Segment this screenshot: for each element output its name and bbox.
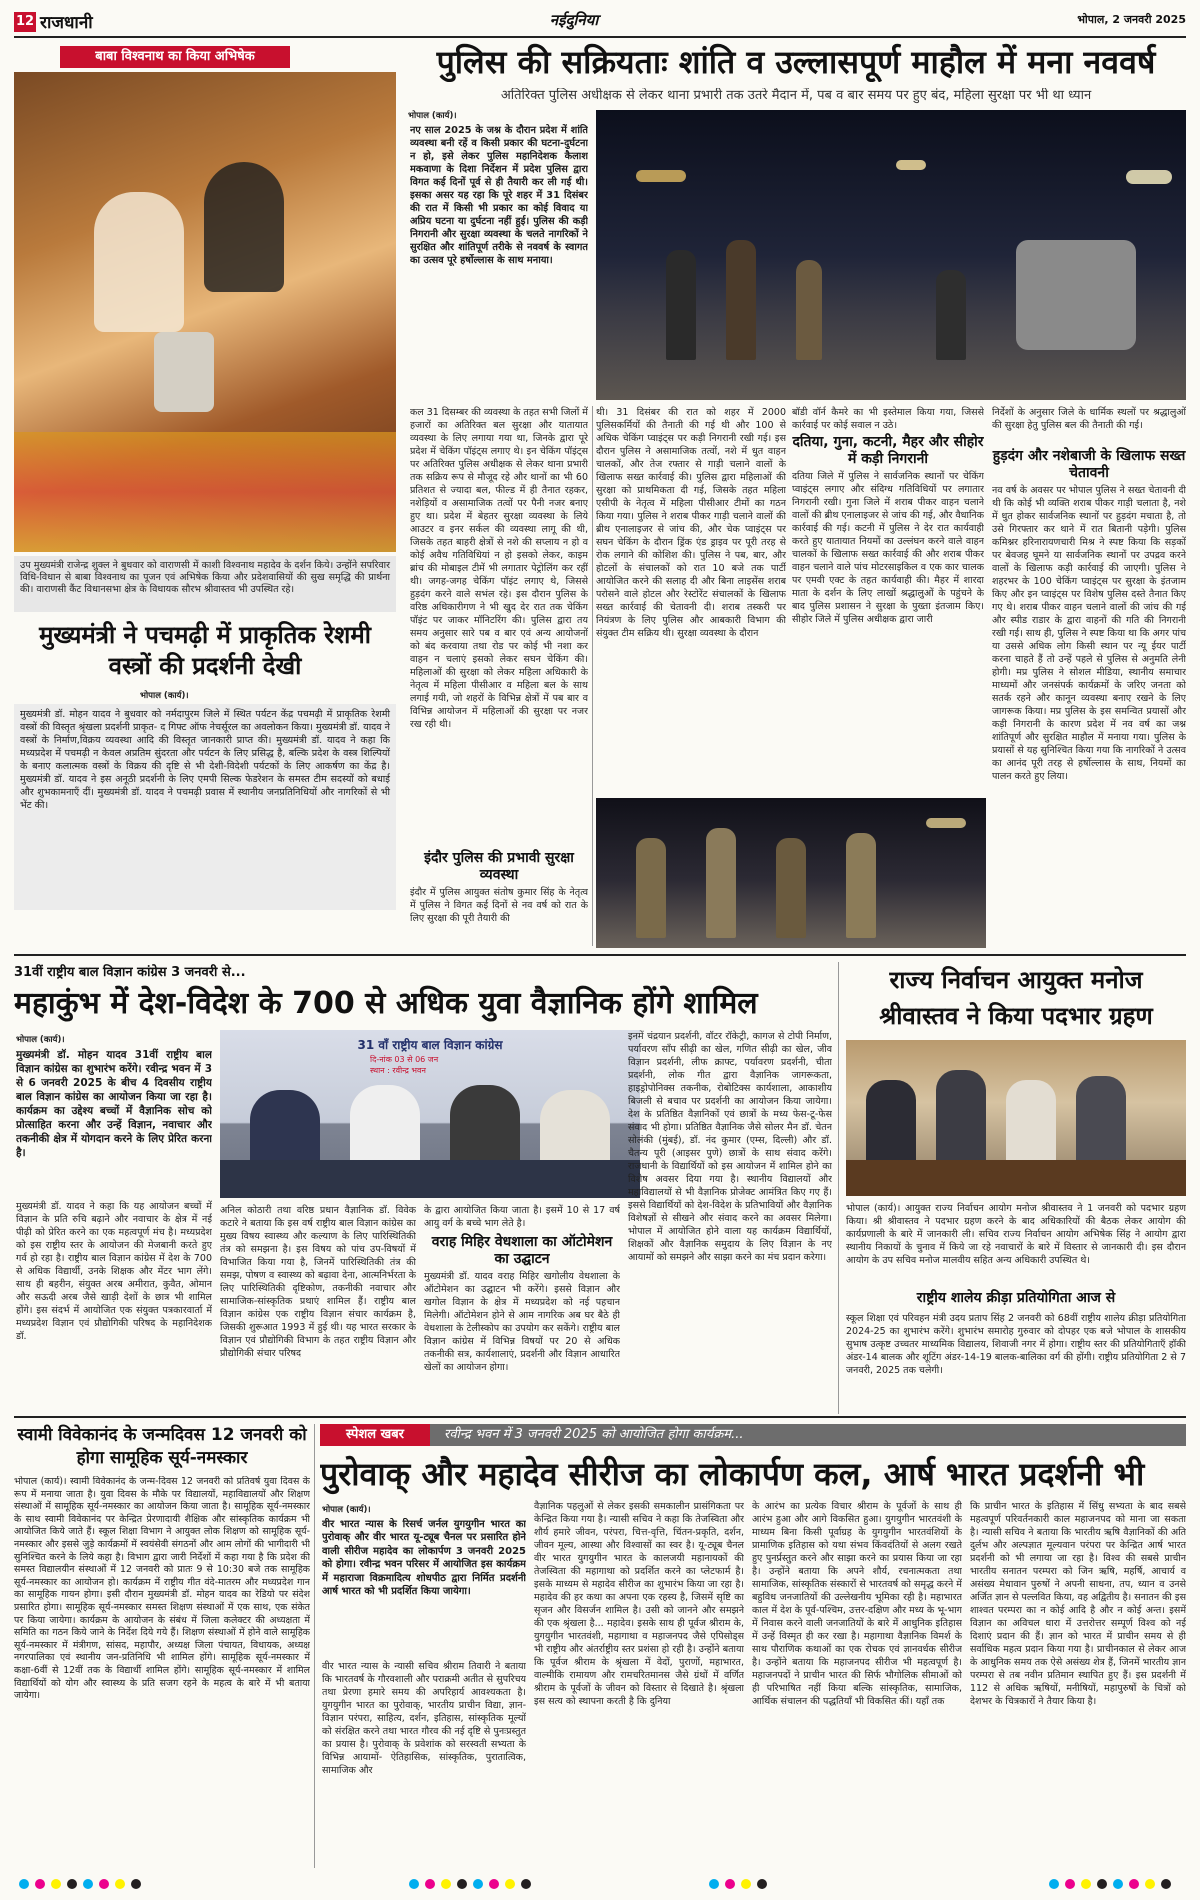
silk-headline: मुख्यमंत्री ने पचमढ़ी में प्राकृतिक रेशमी वस्त्रों की प्रदर्शनी देखी (39, 621, 371, 680)
science-press-photo (220, 1030, 640, 1198)
special-label: स्पेशल खबर (320, 1424, 430, 1446)
special-col4: कि प्राचीन भारत के इतिहास में सिंधु सभ्यता के बाद सबसे महत्वपूर्ण परिवर्तनकारी काल महाजनपद को माना जा सकता है। न्यासी सचिव ने बताया कि भारतीय ऋषि वैज्ञानिकों की अति दुर्लभ और अल्पज्ञात मूल्यवान परंपरा पर केन्द्रित आर्ष भारत प्रदर्शनी को भी लगाया जा रहा है। विश्व की सबसे प्राचीन भारतीय सनातन परम्परा को जिन ऋषि, महर्षि, आचार्य व असंख्य मेधावान पुरुषों ने अपनी साधना, तप, ध्यान व उनसे अर्जित ज्ञान से पल्लवित किया, वह अद्वितीय है। सनातन की इस शाश्वत परम्परा का न कोई आदि है और न कोई अन्त। इसमें विज्ञान का अविचल धारा में उत्तरोत्तर सम्पूर्ण विश्व को नई दिशाएं प्रदान की हैं। ज्ञान को भारत में प्राचीन समय से ही सर्वाधिक महत्व प्रदान किया गया है। प्राचीनकाल से लेकर आज के आधुनिक समय तक ऐसे असंख्य शेत्र हैं, जिनमें भारतीय ज्ञान परम्परा से तब नवीन प्रतिमान स्थापित हुए हैं। इस प्रदर्शनी में 112 से अधिक ऋषियों, मनीषियों, महापुरुषों के चित्रों को देशभर के चित्रकारों ने तैयार किया है। (970, 1501, 1186, 1707)
police-col1: कल 31 दिसम्बर की व्यवस्था के तहत सभी जिलों में हजारों का अतिरिक्त बल सुरक्षा और यातायात व्यवस्था के लिए लगाया गया था, जिनके द्वारा पूरे प्रदेश में चेकिंग पॉइंट्स लगाए थे। इन चेकिंग पॉइंट्स पर अतिरिक्त पुलिस अधीक्षक से लेकर थाना प्रभारी तक सक्रिय रूप से मौजूद रहे और थानों का भी 60 प्रतिशत से ज्यादा बल, फील्ड में ही तैनात रहकर, नशेड़ियों व असामाजिक तत्वों पर पैनी नजर बनाए हुए था। प्रदेश में बेहतर सुरक्षा व्यवस्था के लिये आउटर व इनर सर्कल की व्यवस्था लागू की थी, जिसके तहत बाहरी क्षेत्रों से नशे की सप्लाय न हो व कोई अवैध गतिविधियां न हो इसको लेकर, काइम ब्रांच की मोबाइल टीमें भी लगातार पेट्रोलिंग कर रहीं थी। जगह-जगह चेकिंग पॉइंट लगाए थे, जिससे हुड़दंग करने वाले सभंल रहे। इस दौरान पुलिस के वरिष्ठ अधिकारीगण ने भी खुद देर रात तक चेकिंग पॉइंट पर जाकर मॉनिटरिंग की। पुलिस द्वारा तय समय अनुसार सारे पब व बार एवं अन्य आयोजनों को बंद करवाया तथा रोड पर कोई भी नशा कर वाहन न चलाएं इसको लेकर सघन चेकिंग की। महिलाओं की सुरक्षा को लेकर महिला अधिकारी के नेतृत्व में महिला पीसीआर व महिला बल के साथ लगाई गयी, जो शहरों के विभिन्न क्षेत्रों में पब बार व विभिन्न आयोजन में महिलाओं की सुरक्षा पर नजर रख रही थी। (410, 407, 588, 730)
science-banner-venue: स्थान : रवीन्द्र भवन (370, 1066, 426, 1075)
surya-headline: स्वामी विवेकानंद के जन्मदिवस 12 जनवरी को होगा सामूहिक सूर्य-नमस्कार (17, 1425, 307, 1468)
election-body: भोपाल (कार्य)। आयुक्त राज्य निर्वाचन आयोग मनोज श्रीवास्तव ने 1 जनवरी को पदभार ग्रहण किया। श्री श्रीवास्तव ने पदभार ग्रहण करने के बाद अधिकारियों की बैठक लेकर आयोग की कार्यप्रणाली के बारे में जानकारी ली। सचिव राज्य निर्वाचन आयोग अभिषेक सिंह ने आयोग द्वारा स्थानीय निकायों के चुनाव में किये जा रहे नवाचारों के बारे में विस्तार से जानकारी दी। इस दौरान आयोग के उप सचिव मनोज मालवीय सहित अन्य अधिकारी उपस्थित थे। (846, 1203, 1186, 1266)
police-col4a: निर्देशों के अनुसार जिले के धार्मिक स्थलों पर श्रद्धालुओं की सुरक्षा हेतु पुलिस बल की तैनाती की गई। (992, 407, 1186, 431)
police-checkpoint-photo (596, 110, 1186, 400)
science-col2: अनिल कोठारी तथा वरिष्ठ प्रधान वैज्ञानिक डॉ. विवेक कटारे ने बताया कि इस वर्ष राष्ट्रीय बाल विज्ञान कांग्रेस का मुख्य विषय स्वास्थ्य और कल्याण के लिए पारिस्थितिकी तंत्र को समझना है। इस विषय को पांच उप-विषयों में विभाजित किया गया है, जिनमें पारिस्थितिकी तंत्र की समझ, पोषण व स्वास्थ्य को बढ़ावा देना, आत्मनिर्भरता के लिए पारिस्थितिकी दृष्टिकोण, तकनीकी नवाचार और सामाजिक-सांस्कृतिक प्रथाएं शामिल हैं। राष्ट्रीय बाल विज्ञान कांग्रेस एक राष्ट्रीय विज्ञान संचार कार्यक्रम है, जिसकी शुरूआत 1993 में हुई थी। यह भारत सरकार के विज्ञान एवं प्रौद्योगिकी विभाग के तहत राष्ट्रीय विज्ञान और प्रौद्योगिकी संचार परिषद (220, 1205, 416, 1359)
vishwanath-photo (14, 72, 396, 552)
datia-subhead: दतिया, गुना, कटनी, मैहर और सीहोर में कड़ी निगरानी (792, 434, 984, 467)
science-col3a: के द्वारा आयोजित किया जाता है। इसमें 10 से 17 वर्ष आयु वर्ग के बच्चे भाग लेते है। (424, 1205, 620, 1229)
masthead-logo: नईदुनिया (549, 11, 599, 29)
police-deck: अतिरिक्त पुलिस अधीक्षक से लेकर थाना प्रभारी तक उतरे मैदान में, पब व बार समय पर हुए बंद, महिला सुरक्षा पर भी था ध्यान (500, 88, 1092, 103)
silk-body: मुख्यमंत्री डॉ. मोहन यादव ने बुधवार को नर्मदापुरम जिले में स्थित पर्यटन केंद्र पचमढ़ी में प्राकृतिक रेशमी वस्त्रों की विस्तृत श्रृंखला प्रदर्शनी प्राकृत- द गिफ्ट ऑफ नेचर्सूरल का अवलोकन किया। मुख्यमंत्री डॉ. यादव ने वस्त्रों के निर्माण,विक्रय व्यवस्था आदि की विस्तृत जानकारी प्राप्त की। मुख्यमंत्री डॉ. यादव ने कहा कि मध्यप्रदेश में पचमढ़ी न केवल अप्रतिम सुंदरता और पर्यटन के लिए प्रसिद्ध है, बल्कि प्रदेश के वस्त्र शिल्पियों के बनाए कलात्मक वस्त्रों के विक्रय की दृष्टि से भी देशी-विदेशी पर्यटकों के लिए आकर्षण का केंद्र है। मुख्यमंत्री डॉ. यादव ने इस अनूठी प्रदर्शनी के लिए एमपी सिल्क फेडरेशन के समस्त टीम सदस्यों को बधाई और शुभकामनाएँ दीं। मुख्यमंत्री डॉ. यादव ने पचमढ़ी प्रवास में स्थानीय जनप्रतिनिधियों और नागरिकों से भी भेंट की। (14, 704, 396, 910)
police-headline: पुलिस की सक्रियताः शांति व उल्लासपूर्ण माहौल में मना नववर्ष (436, 43, 1156, 81)
special-headline: पुरोवाक् और महादेव सीरीज का लोकार्पण कल, आर्ष भारत प्रदर्शनी भी (320, 1455, 1145, 1493)
police-col2: थी। 31 दिसंबर की रात को शहर में 2000 पुलिसकर्मियों की तैनाती की गई थी और 100 से अधिक चेकिंग प्वाइंट्स पर कड़ी निगरानी रखी गई। इस दौरान पुलिस ने असामाजिक तत्वों, नशे में धुत वाहन चालकों, और तेज रफ्तार से गाड़ी चलाने वालों के खिलाफ सख्त कार्रवाई की। पुलिस द्वारा महिलाओं की सुरक्षा को प्राथमिकता दी गई, जिसके तहत महिला एसीपी के नेतृत्व में महिला पीसीआर टीमों का गठन किया गया। पुलिस ने शराब पीकर गाड़ी चलाने वालों की ब्रीथ एनालाइजर से जांच की, और चेक प्वाइंट्स पर सघन चेकिंग के दौरान ड्रिंक एंड ड्राइव पर पूरी तरह से रोक लगाने की कोशिश की। पुलिस ने पब, बार, और होटलों के संचालकों को रात 10 बजे तक पार्टी आयोजित करने की सलाह दी और बिना लाइसेंस शराब परोसने वाले होटल और रेस्टोरेंट संचालकों के खिलाफ सख्त कार्रवाई की चेतावनी दी। शराब तस्करी पर नियंत्रण के लिए पुलिस और आबकारी विभाग की संयुक्त टीम सक्रिय थी। सुरक्षा व्यवस्था के दौरान (596, 407, 786, 639)
sports-subhead: राष्ट्रीय शालेय क्रीड़ा प्रतियोगिता आज से (916, 1290, 1116, 1306)
science-banner-date: दि-नांक 03 से 06 जन (370, 1055, 439, 1064)
surya-body: भोपाल (कार्य)। स्वामी विवेकानंद के जन्म-दिवस 12 जनवरी को प्रतिवर्ष युवा दिवस के रूप में मनाया जाता है। युवा दिवस के मौके पर विद्यालयों, महाविद्यालयों और शिक्षण संस्थाओं में सामूहिक सूर्य-नमस्कार का आयोजन किया जाता है। सामूहिक सूर्य-नमस्कार के साथ स्वामी विवेकानंद पर केन्द्रित प्रेरणादायी शैक्षिक और सांस्कृतिक कार्यक्रम भी आयोजित किये जाते हैं। स्कूल शिक्षा विभाग ने आयुक्त लोक शिक्षण को सामूहिक सूर्य-नमस्कार और इससे जुड़े कार्यक्रमों में स्वयंसेवी संगठनों और आम लोगों की भागीदारी भी सुनिश्चित करने के लिये कहा है। विभाग द्वारा जारी निर्देशों में कहा गया है कि प्रदेश की समस्त विद्यालयीन संस्थाओं में 12 जनवरी को प्रातः 9 से 10:30 बजे तक सामूहिक सूर्य-नमस्कार का आयोजन हो। कार्यक्रम में राष्ट्रीय गीत वंदे-मातरम और मध्यप्रदेश गान का सामूहिक गायन होगा। इसी दौरान मुख्यमंत्री डॉ. मोहन यादव का रेडियो पर संदेश प्रसारित होगा। सामूहिक सूर्य-नमस्कार समस्त शिक्षण संस्थाओं में एक साथ, एक संकेत पर किया जायेगा। कार्यक्रम के आयोजन के संबंध में जिला कलेक्टर की अध्यक्षता में समिति का गठन किये जाने के निर्देश दिये गये हैं। शिक्षण संस्थाओं में होने वाले सामूहिक सूर्य-नमस्कार में मंत्रीगण, सांसद, महापौर, अध्यक्ष जिला पंचायत, विधायक, अध्यक्ष नगरपालिका एवं स्थानीय जन-प्रतिनिधि भी शामिल होंगे। सामूहिक सूर्य-नमस्कार में कक्षा-6वीं से 12वीं तक के विद्यार्थी शामिल होंगे। सामूहिक सूर्य-नमस्कार में शामिल विद्यार्थियों को योग और स्वास्थ्य के प्रति सजग रहने के महत्व के बारे में भी बताया जायेगा। (14, 1476, 310, 1702)
special-lead: वीर भारत न्यास के रिसर्च जर्नल युगयुगीन भारत का पुरोवाक् और वीर भारत यू-ट्यूब चैनल पर प्रसारित होने वाली सीरीज महादेव का लोकार्पण 3 जनवरी 2025 को होगा। रवीन्द्र भवन परिसर में आयोजित इस कार्यक्रम में महाराजा विक्रमादित्य शोधपीठ द्वारा निर्मित प्रदर्शनी आर्ष भारत को भी प्रदर्शित किया जायेगा। (322, 1519, 526, 1598)
vishwanath-kicker: बाबा विश्वनाथ का किया अभिषेक (60, 46, 290, 68)
police-col3: दतिया जिले में पुलिस ने सार्वजनिक स्थानों पर चेकिंग प्वाइंट्स लगाए और संदिग्ध गतिविधियों पर लगातार निगरानी रखी। गुना जिले में शराब पीकर वाहन चलाने वालों की ब्रीथ एनालाइजर से जांच की गई, और वैधानिक कार्रवाई की गई। कटनी में पुलिस ने देर रात कार्यवाही करते हुए यातायात नियमों का उल्लंघन करने वाले वाहन चालकों के खिलाफ सख्त कार्रवाई की और शराब पीकर वाहन चलाने वाले पांच मोटरसाइकिल व एक कार चालक पर एमवी एक्ट के तहत कार्यवाही की। मैहर में शारदा माता के दर्शन के लिए लाखों श्रद्धालुओं के पहुंचने के बाद पुलिस प्रशासन ने सुरक्षा के पुख्ता इंतजाम किए। सीहोर जिले में पुलिस अधीक्षक द्वारा जारी (792, 471, 984, 625)
indore-body: इंदौर में पुलिस आयुक्त संतोष कुमार सिंह के नेतृत्व में पुलिस ने विगत कई दिनों से नव वर्ष को रात के लिए सुरक्षा की पूरी तैयारी की (410, 887, 588, 924)
section-rule (14, 1416, 1186, 1418)
indore-subhead: इंदौर पुलिस की प्रभावी सुरक्षा व्यवस्था (424, 850, 574, 883)
science-col3: मुख्यमंत्री डॉ. यादव वराह मिहिर खगोलीय वेधशाला के ऑटोमेशन का उद्घाटन भी करेंगे। इससे विज्ञान और खगोल विज्ञान के क्षेत्र में मध्यप्रदेश को नई पहचान मिलेगी। ऑटोमेशन होने से आम नागरिक अब घर बैठे ही वेधशाला के टेलीस्कोप का उपयोग कर सकेंगे। राष्ट्रीय बाल विज्ञान कांग्रेस में विभिन्न विषयों पर 20 से अधिक तकनीकी सत्र, कार्यशालाएं, प्रदर्शनी और विज्ञान आधारित खेलों का आयोजन होगा। (424, 1271, 620, 1373)
varah-subhead: वराह मिहिर वेधशाला का ऑटोमेशन का उद्घाटन (431, 1234, 613, 1267)
special-dateline: भोपाल (कार्य)। (322, 1505, 371, 1515)
election-headline: राज्य निर्वाचन आयुक्त मनोज श्रीवास्तव ने किया पदभार ग्रहण (879, 966, 1153, 1030)
science-col1: मुख्यमंत्री डॉ. यादव ने कहा कि यह आयोजन बच्चों में विज्ञान के प्रति रुचि बढ़ाने और नवाचार के क्षेत्र में नई पीढ़ी को प्रेरित करने का एक महत्वपूर्ण मंच है। मध्यप्रदेश को इस राष्ट्रीय स्तर के आयोजन की मेजबानी करते हुए गर्व हो रहा है। राष्ट्रीय बाल विज्ञान कांग्रेस में देश के 700 से अधिक विद्यार्थी, उनके शिक्षक और मेंटर भाग लेंगे। साथ ही बहरीन, संयुक्त अरब अमीरात, कुवैत, ओमान और सऊदी अरब जैसे खाड़ी देशों के छात्र भी शामिल होंगे। इस संदर्भ में आयोजित एक संयुक्त पत्रकारवार्ता में मध्यप्रदेश विज्ञान एवं प्रौद्योगिकी परिषद के महानिदेशक डॉ. (16, 1201, 212, 1342)
section-title: राजधानी (40, 13, 93, 33)
science-lead: मुख्यमंत्री डॉ. मोहन यादव 31वीं राष्ट्रीय बाल विज्ञान कांग्रेस का शुभारंभ करेंगे। रवीन्द्र भवन में 3 से 6 जनवरी 2025 के बीच 4 दिवसीय राष्ट्रीय बाल विज्ञान कांग्रेस का आयोजन किया जा रहा है। कार्यक्रम का उद्देश्य बच्चों में वैज्ञानिक सोच को प्रोत्साहित करना और उन्हें विज्ञान, नवाचार और तकनीकी क्षेत्र में योगदान करने के लिए प्रेरित करना है। (16, 1049, 212, 1159)
color-registration-bar (14, 1876, 1186, 1890)
science-banner-text: 31 वाँ राष्ट्रीय बाल विज्ञान कांग्रेस (357, 1038, 503, 1052)
election-photo (846, 1040, 1186, 1196)
science-col4: इनमें चंद्रयान प्रदर्शनी, वॉटर रॉकेट्री, कागज से टोपी निर्माण, पर्यावरण साँप सीढ़ी का खेल, गणित सीढ़ी का खेल, जीव विज्ञान प्रदर्शनी, लीफ क्राफ्ट, पर्यावरण प्रदर्शनी, चीता प्रदर्शनी, लोक गीत द्वारा वैज्ञानिक जागरूकता, हाइड्रोपोनिक्स तकनीक, रोबोटिक्स कार्यशाला, आकाशीय बिजली से बचाव पर प्रदर्शनी का आयोजन किया जायेगा। देश के प्रतिष्ठित वैज्ञानिकों एवं छात्रों के मध्य फेस-टू-फेस संवाद भी होगा। प्रतिष्ठित वैज्ञानिक जैसे सोलर मैन डॉ. चेतन सोलंकी (मुंबई), डॉ. नंद कुमार (एम्स, दिल्ली) और डॉ. चैतन्य पूरी (आइसर पुणे) छात्रों के साथ संवाद करेंगे। राजधानी के विद्यार्थियों को इस आयोजन में शामिल होने का विशेष अवसर दिया गया है। स्थानीय विद्यालयों और महाविद्यालयों से भी वैज्ञानिक प्रोजेक्ट आमंत्रित किए गए हैं। इससे विद्यार्थियों को देश-विदेश के प्रतिभावियों और वैज्ञानिक विशेषज्ञों से सीखने और संवाद करने का अवसर मिलेगा। भोपाल में आयोजित होने वाला यह कार्यक्रम विद्यार्थियों, शिक्षकों और वैज्ञानिक समुदाय के लिए विज्ञान के नए आयामों को समझने और साझा करने का मंच प्रदान करेगा। (628, 1031, 832, 1263)
page-number-badge: 12 (14, 12, 36, 32)
sports-body: स्कूल शिक्षा एवं परिवहन मंत्री उदय प्रताप सिंह 2 जनवरी को 68वीं राष्ट्रीय शालेय क्रीड़ा प्रतियोगिता 2024-25 का शुभारंभ करेंगे। शुभारंभ समारोह गुरुवार को दोपहर एक बजे भोपाल के शासकीय सुभाष उत्कृष्ट उच्चतर माध्यमिक विद्यालय, शिवाजी नगर में होगा। राष्ट्रीय स्तर की प्रतियोगिताएँ हॉकी अंडर-14 बालक और शूटिंग अंडर-14-19 बालक-बालिका वर्ग की होंगी। राष्ट्रीय प्रतियोगिता 2 से 7 जनवरी, 2025 तक चलेगी। (846, 1313, 1186, 1376)
page-header (14, 10, 1186, 36)
col-divider (838, 962, 839, 1414)
science-headline: महाकुंभ में देश-विदेश के 700 से अधिक युवा वैज्ञानिक होंगे शामिल (14, 986, 758, 1021)
police-lead: नए साल 2025 के जश्न के दौरान प्रदेश में शांति व्यवस्था बनी रहें व किसी प्रकार की घटना-दुर्घटना न हो, इसे लेकर पुलिस महानिदेशक कैलाश मकवाणा के दिशा निर्देशन में प्रदेश पुलिस द्वारा विगत कई दिनों पूर्व से ही तैयारी कर ली गई थी। इसका असर यह रहा कि पूरे शहर में 31 दिसंबर की रात में किसी भी प्रकार का कोई विवाद या अप्रिय घटना या दुर्घटना नहीं हुई। पुलिस की कड़ी निगरानी और सुरक्षा व्यवस्था के चलते नागरिकों ने सुरक्षित और शांतिपूर्ण तरीके से नववर्ष के स्वागत का उत्सव पूरे हर्षोल्लास के साथ मनाया। (410, 125, 588, 266)
police-dateline: भोपाल (कार्य)। (408, 111, 457, 121)
special-col1: वीर भारत न्यास के न्यासी सचिव श्रीराम तिवारी ने बताया कि भारतवर्ष के गौरवशाली और पराक्रमी अतीत से सुपरिचय तथा प्रेरणा हमारे समय की अपरिहार्य आवश्यकता है। युगयुगीन भारत का पुरोवाक्, भारतीय प्राचीन विद्या, ज्ञान-विज्ञान परंपरा, साहित्य, दर्शन, इतिहास, सांस्कृतिक मूल्यों को संरक्षित करने तथा भारत गौरव की नई दृष्टि से पुनःप्रस्तुत का प्रयास है। पुरोवाक् के प्रवेशांक को सरस्वती सभ्यता के विभिन्न आयामों- ऐतिहासिक, सांस्कृतिक, पुरातात्विक, सामाजिक और (322, 1661, 526, 1776)
col-divider (592, 406, 593, 946)
science-kicker: 31वीं राष्ट्रीय बाल विज्ञान कांग्रेस 3 जनवरी से... (14, 965, 246, 980)
section-rule (14, 954, 1186, 956)
special-col3: के आरंभ का प्रत्येक विचार श्रीराम के पूर्वजों के साथ ही आरंभ हुआ और आगे विकसित हुआ। युगयुगीन भारतवंशी के माध्यम बिना किसी पूर्वाग्रह के युगयुगीन भारतवंशियों के प्रामाणिक इतिहास को यथा संभव किंवदंतियों से अलग रखते हुए पुनर्प्रस्तुत करने और साझा करने का प्रयास किया जा रहा है। उन्होंने बताया कि अपने शौर्य, रचनात्मकता तथा सामाजिक, सांस्कृतिक संस्कारों से भारतवर्ष को समृद्ध करने में बहुविध जनजातियों की उल्लेखनीय भूमिका रही है। महाभारत काल में देश के पूर्व-पश्चिम, उत्तर-दक्षिण और मध्य के भू-भाग में निवास करने वाली जनजातियों के बारे में आधुनिक इतिहास में उन्हें विस्मृत ही कर रखा है। महागाथा वैज्ञानिक विमर्श के साथ पौराणिक कथाओं का एक रोचक एवं ज्ञानवर्धक सीरीज है। उन्होंने बताया कि महाजनपद सीरीज भी महत्वपूर्ण है। महाजनपदों ने प्राचीन भारत की सिर्फ भौगोलिक सीमाओं को ही परिभाषित नहीं किया बल्कि सांस्कृतिक, सामाजिक, आर्थिक संचालन की पद्धतियाँ भी विकसित कीं। यहाँ तक (752, 1501, 962, 1707)
special-band: रवीन्द्र भवन में 3 जनवरी 2025 को आयोजित होगा कार्यक्रम... (430, 1424, 1186, 1446)
registration-dots (14, 1877, 1186, 1890)
silk-dateline: भोपाल (कार्य)। (140, 691, 189, 701)
col-divider (314, 1424, 315, 1868)
police-col4: नव वर्ष के अवसर पर भोपाल पुलिस ने सख्त चेतावनी दी थी कि कोई भी व्यक्ति शराब पीकर गाड़ी चलाता है, नशे में धुत होकर सार्वजनिक स्थानों पर हुड़दंग मचाता है, तो उसे गिरफ्तार कर थाने में रात बितानी पड़ेगी। पुलिस कमिश्नर हरिनारायणचारी मिश्र ने स्पष्ट किया कि सड़कों पर बेवजह घूमने या सार्वजनिक स्थानों पर उपद्रव करने वालों के खिलाफ कड़ी कार्रवाई की जाएगी। पुलिस ने शहरभर के 100 चेकिंग प्वाइंट्स पर सुरक्षा के इंतजाम किए और इन प्वाइंट्स पर विशेष पुलिस दस्ते तैनात किए गए थे। शराब पीकर वाहन चलाने वालों की जांच की गई और स्पीड राडार के द्वारा वाहनों की गति की निगरानी रखी गई। साथ ही, पुलिस ने स्पष्ट किया था कि अगर पांच या उससे अधिक लोग किसी स्थान पर न्यू ईयर पार्टी करना चाहते हैं तो उन्हें पहले से पुलिस से अनुमति लेनी होगी। मप्र पुलिस ने सोशल मीडिया, स्थानीय समाचार माध्यमों और जनसंपर्क कार्यक्रमों के जरिए जनता को सतर्क रहने और कानून व्यवस्था बनाए रखने के लिए जागरूक किया। मप्र पुलिस के इस समन्वित प्रयासों और कड़ी निगरानी के कारण प्रदेश में नव वर्ष का जश्न शांतिपूर्ण और सुरक्षित माहौल में मनाया गया। पुलिस के प्रयासों से यह सुनिश्चित किया गया कि नागरिकों ने उत्सव का आनंद पूरी तरह से हर्षोल्लास के साथ, नियमों का पालन करते हुए लिया। (992, 485, 1186, 782)
vishwanath-caption: उप मुख्यमंत्री राजेन्द्र शुक्ल ने बुधवार को वाराणसी में काशी विश्वनाथ महादेव के दर्शन किये। उन्होंने सपरिवार विधि-विधान से बाबा विश्वनाथ का पूजन एवं अभिषेक किया और प्रदेशवासियों की सुख समृद्धि की प्रार्थना की। वाराणसी कैंट विधानसभा क्षेत्र के विधायक सौरभ श्रीवास्तव भी उपस्थित रहे। (14, 556, 396, 612)
hurdang-subhead: हुड़दंग और नशेबाजी के खिलाफ सख्त चेतावनी (992, 448, 1186, 481)
special-col2: वैज्ञानिक पहलुओं से लेकर इसकी समकालीन प्रासंगिकता पर केन्द्रित किया गया है। न्यासी सचिव ने कहा कि तेजस्विता और शौर्य हमारे जीवन, परंपरा, चित्त-वृत्ति, चिंतन-प्रकृति, दर्शन, जीवन मूल्य, आस्था और विश्वासों का स्वर है। यू-ट्यूब चैनल वीर भारत युगयुगीन भारत के कालजयी महानायकों की तेजस्विता की महागाथा को प्रदर्शित करने का प्लेटफार्म है। इसके माध्यम से महादेव सीरीज का शुभारंभ किया जा रहा है। महादेव की हर कथा का अपना एक रहस्य है, जिसमें सृष्टि का सृजन और विसर्जन शामिल है। उसी को जानने और समझने की एक श्रृंखला है... महादेव। इसके साथ ही पूर्वज श्रीराम के, युगयुगीन भारतवंशी, महागाथा व महाजनपद जैसे एपिसोड्स भी राष्ट्रीय और अंतर्राष्ट्रीय स्तर प्रशंसा हो रही है। उन्होंने बताया कि पूर्वज श्रीराम के श्रृंखला में वेदों, पुराणों, महाभारत, वाल्मीकि रामायण और रामचरितमानस जैसे ग्रंथों में वर्णित श्रीराम के पूर्वजों के जीवन को विस्तार से दिखाते है। श्रृंखला इस सत्य को स्थापना करती है कि दुनिया (534, 1501, 744, 1707)
science-dateline: भोपाल (कार्य)। (16, 1035, 65, 1045)
police-women-patrol-photo (596, 798, 986, 948)
page-dateline: भोपाल, 2 जनवरी 2025 (1077, 13, 1186, 26)
police-col3a: बॉडी वॉर्न कैमरे का भी इस्तेमाल किया गया, जिससे कार्रवाई पर कोई सवाल न उठे। (792, 407, 984, 431)
header-rule (14, 36, 1186, 38)
